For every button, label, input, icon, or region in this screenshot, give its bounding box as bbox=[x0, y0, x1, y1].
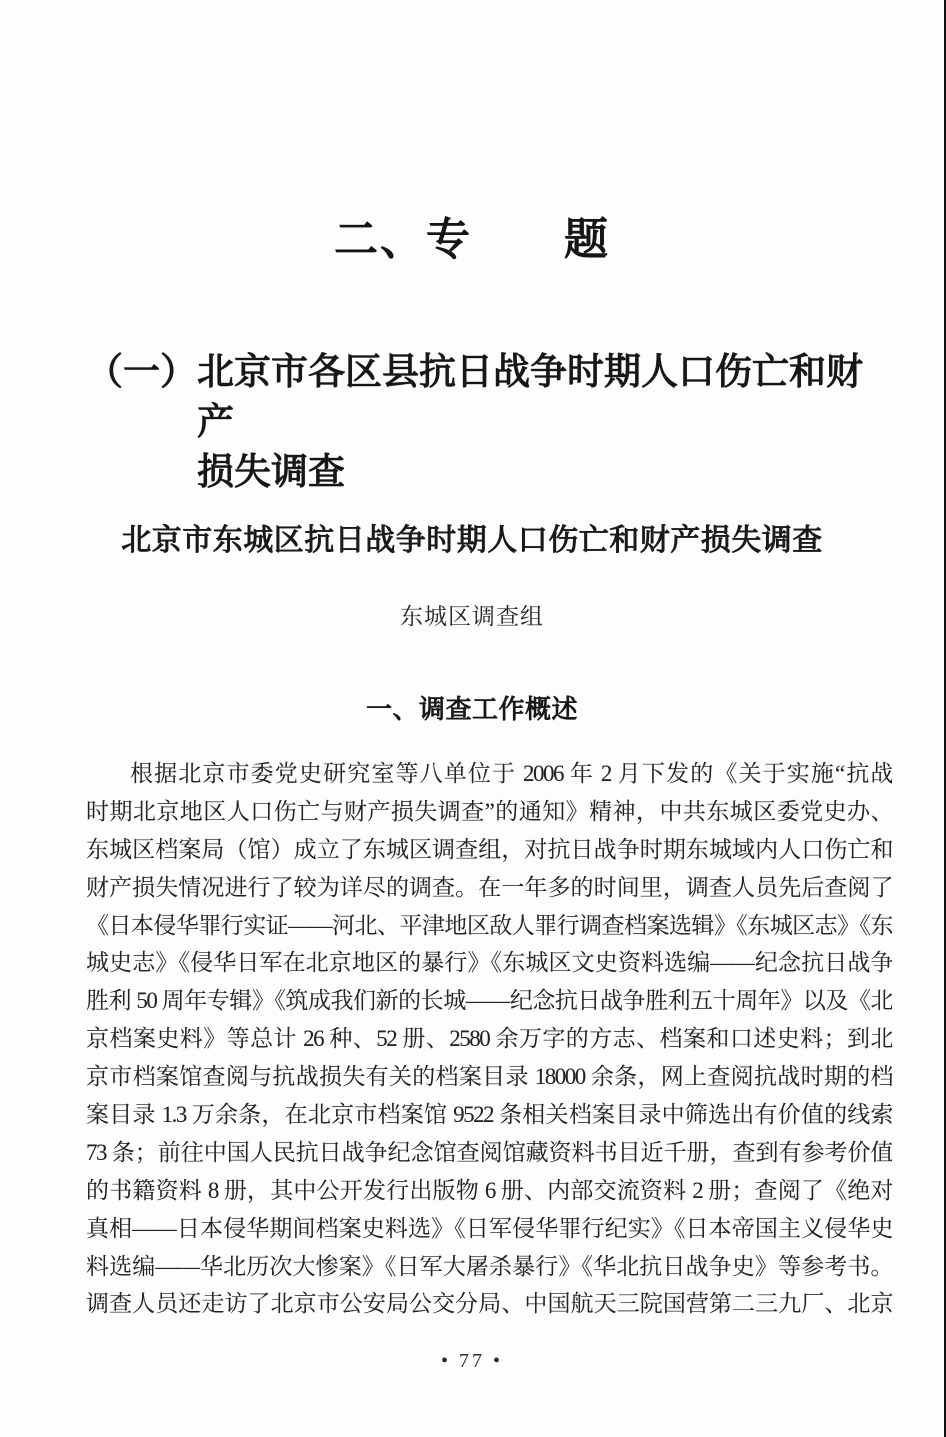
chapter-heading bbox=[86, 347, 898, 497]
body-line: 京市档案馆查阅与抗战损失有关的档案目录 18000 余条，网上查阅抗战时期的档 bbox=[86, 1064, 892, 1090]
body-line: 案目录 1.3 万余条，在北京市档案馆 9522 条相关档案目录中筛选出有价值的线索 bbox=[86, 1102, 892, 1128]
body-line: 时期北京地区人口伤亡与财产损失调查”的通知》精神，中共东城区委党史办、 bbox=[86, 798, 892, 824]
body-line: 真相——日本侵华期间档案史料选》《日军侵华罪行纪实》《日本帝国主义侵华史 bbox=[86, 1215, 892, 1241]
section-heading: 一、调查工作概述 bbox=[365, 694, 578, 724]
body-line: 《日本侵华罪行实证——河北、平津地区敌人罪行调查档案选辑》《东城区志》《东 bbox=[86, 912, 892, 938]
chapter-heading-line-1: 北京市各区县抗日战争时期人口伤亡和财产 bbox=[197, 351, 863, 442]
body-line: 胜利 50 周年专辑》《筑成我们新的长城——纪念抗日战争胜利五十周年》以及《北 bbox=[86, 988, 892, 1014]
part-title: 二、专 题 bbox=[334, 215, 610, 264]
body-line: 京档案史料》等总计 26 种、52 册、2580 余万字的方志、档案和口述史料；到北 bbox=[86, 1026, 892, 1052]
body-line: 根据北京市委党史研究室等八单位于 2006 年 2 月下发的《关于实施“抗战 bbox=[130, 761, 892, 786]
chapter-heading-line-2: 损失调查 bbox=[197, 451, 345, 492]
author-byline: 东城区调查组 bbox=[400, 604, 544, 629]
body-line: 73 条；前往中国人民抗日战争纪念馆查阅馆藏资料书目近千册，查到有参考价值 bbox=[86, 1139, 892, 1165]
body-line: 料选编——华北历次大惨案》《日军大屠杀暴行》《华北抗日战争史》等参考书。 bbox=[86, 1253, 892, 1279]
page-number: • 77 • bbox=[440, 1350, 503, 1372]
body-line: 财产损失情况进行了较为详尽的调查。在一年多的时间里，调查人员先后查阅了 bbox=[86, 874, 892, 900]
article-title: 北京市东城区抗日战争时期人口伤亡和财产损失调查 bbox=[121, 524, 823, 557]
chapter-heading-marker: （一） bbox=[86, 351, 197, 392]
body-line: 调查人员还走访了北京市公安局公交分局、中国航天三院国营第二三九厂、北京 bbox=[86, 1291, 892, 1317]
body-line: 东城区档案局（馆）成立了东城区调查组，对抗日战争时期东城域内人口伤亡和 bbox=[86, 836, 892, 862]
body-line: 城史志》《侵华日军在北京地区的暴行》《东城区文史资料选编——纪念抗日战争 bbox=[86, 950, 892, 976]
body-paragraph bbox=[86, 755, 892, 1323]
body-line: 的书籍资料 8 册，其中公开发行出版物 6 册、内部交流资料 2 册；查阅了《绝对 bbox=[86, 1177, 892, 1203]
chapter-heading-text bbox=[197, 347, 898, 497]
